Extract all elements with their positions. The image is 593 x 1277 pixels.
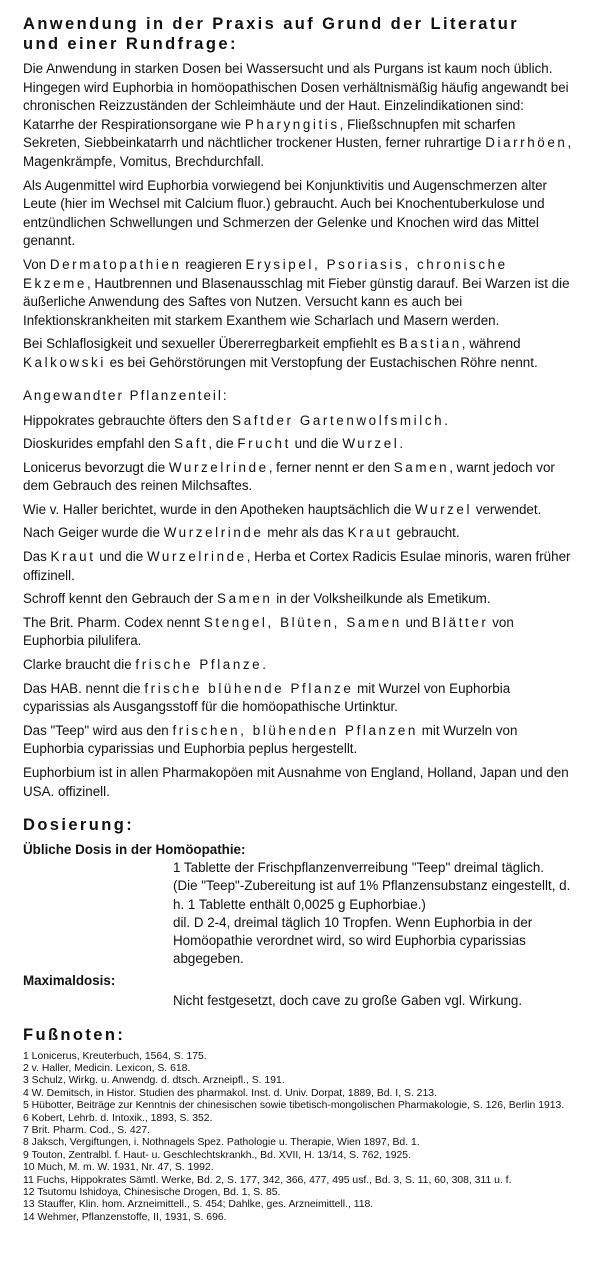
footnote: 8 Jaksch, Vergiftungen, i. Nothnagels Spez. Pathologie u. Therapie, Wien 1897, Bd. 1. — [23, 1137, 420, 1149]
list-item: Lonicerus bevorzugt die Wurzelrinde, ferner nennt er den Samen, warnt jedoch vor dem Gebrauch des reinen Milchsaftes. — [23, 459, 555, 494]
plant-part-list — [23, 412, 573, 802]
section-heading-footnotes: Fußnoten: — [23, 1025, 126, 1044]
paragraph-insomnia: Bei Schlaflosigkeit und sexueller Übererregbarkeit empfiehlt es Bastian, während Kalkowski es bei Gehörstörungen mit Verstopfung der Eustachischen Röhre nennt. — [23, 336, 538, 370]
list-item: Das "Teep" wird aus den frischen, blühenden Pflanzen mit Wurzeln von Euphorbia cyparissias und Euphorbia peplus hergestellt. — [23, 722, 518, 757]
footnote: 2 v. Haller, Medicin. Lexicon, S. 618. — [23, 1063, 191, 1075]
footnote: 1 Lonicerus, Kreuterbuch, 1564, S. 175. — [23, 1050, 207, 1062]
list-item: Clarke braucht die frische Pflanze. — [23, 657, 266, 673]
list-item: Euphorbium ist in allen Pharmakopöen mit Ausnahme von England, Holland, Japan und den USA. offizinell. — [23, 765, 569, 799]
footnote: 11 Fuchs, Hippokrates Sämtl. Werke, Bd. 2, S. 177, 342, 366, 477, 495 usf., Bd. 3, S. 11, 60, 308, 311 u. f. — [23, 1174, 512, 1186]
section-heading-dosierung: Dosierung: — [23, 816, 135, 835]
footnote: 14 Wehmer, Pflanzenstoffe, II, 1931, S. 696. — [23, 1211, 227, 1223]
maxdose-text: Nicht festgesetzt, doch cave zu große Gaben vgl. Wirkung. — [173, 993, 523, 1009]
footnote: 12 Tsutomu Ishidoya, Chinesische Drogen, Bd. 1, S. 85. — [23, 1187, 281, 1199]
dose-line-1: 1 Tablette der Frischpflanzenverreibung "Teep" dreimal täglich. — [173, 860, 545, 876]
dose-line-3: dil. D 2-4, dreimal täglich 10 Tropfen. Wenn Euphorbia in der Homöopathie verordnet wird, so wird Euphorbia cyparissias abgegeben. — [173, 914, 533, 967]
paragraph-indications: Die Anwendung in starken Dosen bei Wassersucht und als Purgans ist kaum noch üblich. Hingegen wird Euphorbia in homöopathischen Dosen verhältnismäßig häufig angewandt bei chronischen Reizzuständen der Schleimhäute und der Haut. Einzelindikationen sind: Katarrhe der Respirationsorgane wie Pharyngitis, Fließschnupfen mit scharfen Sekreten, Siebbeinkatarrh und nächtlicher trockener Husten, ferner ruhrartige Diarrhöen, Magenkrämpfe, Vomitus, Brechdurchfall. — [23, 61, 572, 169]
footnote: 3 Schulz, Wirkg. u. Anwendg. d. dtsch. Arzneipfl., S. 191. — [23, 1075, 285, 1087]
paragraph-dermatopathies: Von Dermatopathien reagieren Erysipel, Psoriasis, chronische Ekzeme, Hautbrennen und Blasenausschlag mit Fieber günstig darauf. Bei Warzen ist die äußerliche Anwendung des Saftes von Nutzen. Versucht kann es auch bei Infektionskrankheiten mit starkem Exanthem wie Scharlach und Masern werden. — [23, 256, 570, 328]
footnote: 9 Touton, Zentralbl. f. Haut- u. Geschlechtskrankh., Bd. XVII, H. 13/14, S. 762, 1925. — [23, 1149, 411, 1161]
section-heading-anwendung: Anwendung in der Praxis auf Grund der Literatur und einer Rundfrage: — [23, 15, 520, 53]
dose-line-2: (Die "Teep"-Zubereitung ist auf 1% Pflanzensubstanz eingestellt, d. h. 1 Tablette enthält 0,0025 g Euphorbiae.) — [173, 878, 571, 912]
maxdose-label: Maximaldosis: — [23, 973, 116, 989]
list-item: Hippokrates gebrauchte öfters den Saftder Gartenwolfsmilch. — [23, 412, 448, 428]
subheading-plant-part: Angewandter Pflanzenteil: — [23, 387, 229, 403]
dose-subheading: Übliche Dosis in der Homöopathie: — [23, 842, 246, 858]
paragraph-eye-remedy: Als Augenmittel wird Euphorbia vorwiegend bei Konjunktivitis und Augenschmerzen alter Leute (hier im Wechsel mit Calcium fluor.) gebraucht. Auch bei Knochentuberkulose und entzündlichen Schwellungen und Schmerzen der Gelenke und Knochen wird das Mittel genannt. — [23, 177, 548, 249]
footnote: 5 Hübotter, Beiträge zur Kenntnis der chinesischen sowie tibetisch-mongolischen Pharmakologie, S. 126, Berlin 1913. — [23, 1100, 565, 1112]
footnote: 6 Kobert, Lehrb. d. Intoxik., 1893, S. 352. — [23, 1112, 213, 1124]
list-item: Nach Geiger wurde die Wurzelrinde mehr als das Kraut gebraucht. — [23, 525, 460, 541]
footnote-list — [23, 1051, 573, 1225]
footnote: 4 W. Demitsch, in Histor. Studien des pharmakol. Inst. d. Univ. Dorpat, 1889, Bd. I, S. 213. — [23, 1087, 437, 1099]
footnote: 13 Stauffer, Klin. hom. Arzneimittell., S. 454; Dahlke, ges. Arzneimittell., 118. — [23, 1199, 374, 1211]
footnote: 10 Much, M. m. W. 1931, Nr. 47, S. 1992. — [23, 1162, 214, 1174]
footnote: 7 Brit. Pharm. Cod., S. 427. — [23, 1125, 151, 1137]
list-item: Das Kraut und die Wurzelrinde, Herba et Cortex Radicis Esulae minoris, waren früher offizinell. — [23, 549, 571, 583]
list-item: Wie v. Haller berichtet, wurde in den Apotheken hauptsächlich die Wurzel verwendet. — [23, 501, 542, 517]
list-item: Das HAB. nennt die frische blühende Pflanze mit Wurzel von Euphorbia cyparissias als Ausgangsstoff für die homöopathische Urtinktur. — [23, 680, 511, 715]
list-item: The Brit. Pharm. Codex nennt Stengel, Blüten, Samen und Blätter von Euphorbia pilulifera. — [23, 614, 514, 649]
list-item: Dioskurides empfahl den Saft, die Frucht und die Wurzel. — [23, 436, 404, 452]
list-item: Schroff kennt den Gebrauch der Samen in der Volksheilkunde als Emetikum. — [23, 591, 491, 607]
